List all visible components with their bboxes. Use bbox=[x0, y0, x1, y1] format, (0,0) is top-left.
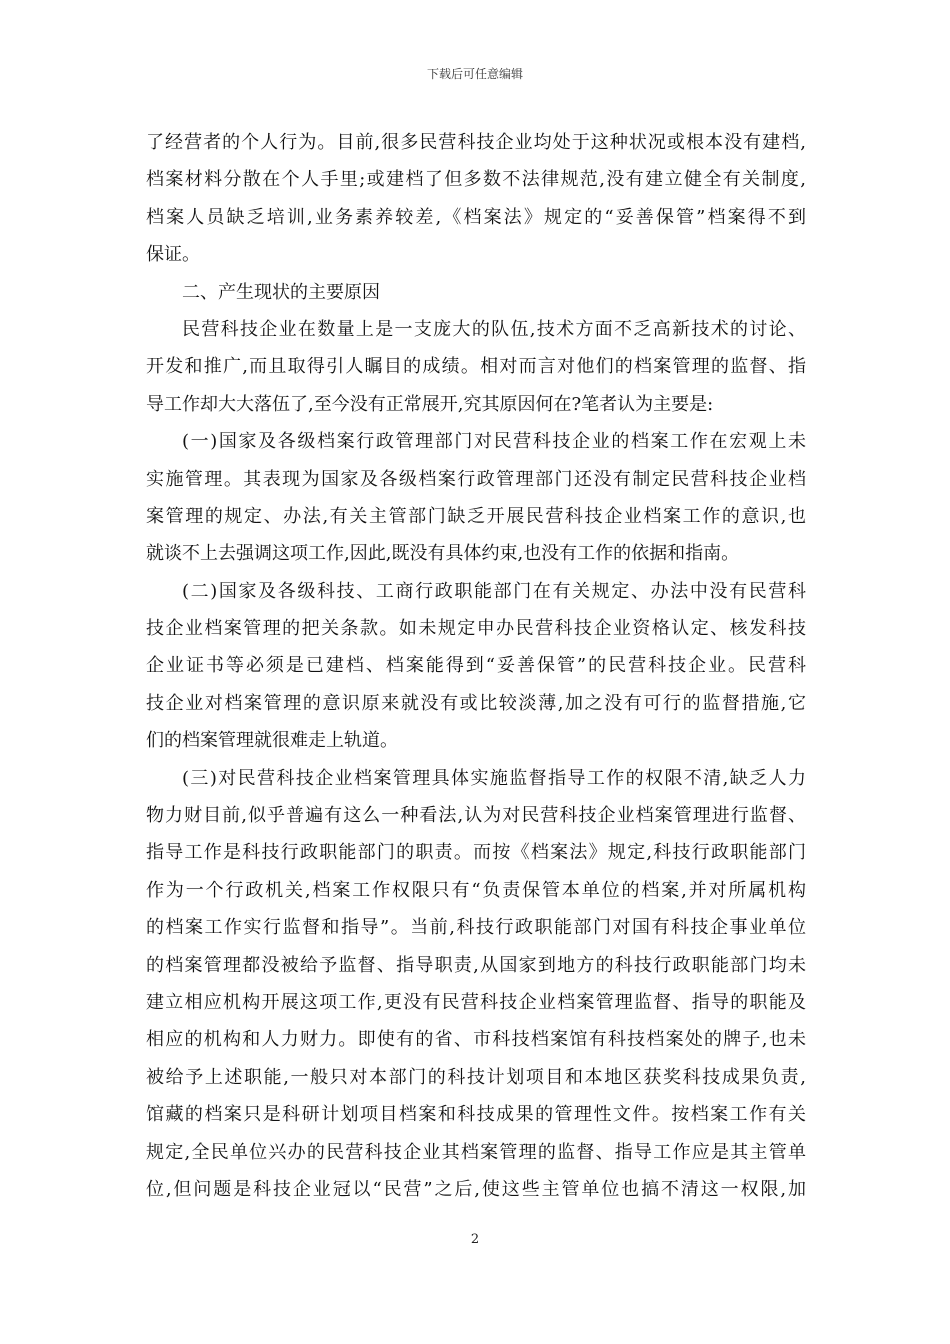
text-line: 民营科技企业在数量上是一支庞大的队伍,技术方面不乏高新技术的讨论、 bbox=[182, 318, 806, 340]
text-line: 保证。 bbox=[146, 244, 200, 266]
text-line: 档案人员缺乏培训,业务素养较差,《档案法》规定的“妥善保管”档案得不到 bbox=[146, 206, 806, 228]
text-line: 被给予上述职能,一般只对本部门的科技计划项目和本地区获奖科技成果负责, bbox=[146, 1066, 806, 1088]
text-line: 作为一个行政机关,档案工作权限只有“负责保管本单位的档案,并对所属机构 bbox=[146, 879, 806, 901]
text-line: 二、产生现状的主要原因 bbox=[182, 281, 380, 303]
text-line: 开发和推广,而且取得引人瞩目的成绩。相对而言对他们的档案管理的监督、指 bbox=[146, 356, 806, 378]
text-line: 物力财目前,似乎普遍有这么一种看法,认为对民营科技企业档案管理进行监督、 bbox=[146, 805, 806, 827]
text-line: 技企业对档案管理的意识原来就没有或比较淡薄,加之没有可行的监督措施,它 bbox=[146, 692, 806, 714]
text-line: 了经营者的个人行为。目前,很多民营科技企业均处于这种状况或根本没有建档, bbox=[146, 132, 806, 153]
text-line: 位,但问题是科技企业冠以“民营”之后,使这些主管单位也搞不清这一权限,加 bbox=[146, 1178, 806, 1200]
text-line: 就谈不上去强调这项工作,因此,既没有具体约束,也没有工作的依据和指南。 bbox=[146, 543, 740, 565]
text-line: 导工作却大大落伍了,至今没有正常展开,究其原因何在?笔者认为主要是: bbox=[146, 393, 714, 415]
text-line: 实施管理。其表现为国家及各级档案行政管理部门还没有制定民营科技企业档 bbox=[146, 468, 806, 490]
text-line: (二)国家及各级科技、工商行政职能部门在有关规定、办法中没有民营科 bbox=[182, 580, 806, 602]
body-text bbox=[146, 124, 806, 1208]
text-line: 馆藏的档案只是科研计划项目档案和科技成果的管理性文件。按档案工作有关 bbox=[146, 1104, 806, 1126]
text-line: 指导工作是科技行政职能部门的职责。而按《档案法》规定,科技行政职能部门 bbox=[146, 842, 806, 864]
text-line: 相应的机构和人力财力。即使有的省、市科技档案馆有科技档案处的牌子,也未 bbox=[146, 1029, 806, 1051]
text-line: (一)国家及各级档案行政管理部门对民营科技企业的档案工作在宏观上未 bbox=[182, 431, 806, 453]
text-line: 技企业档案管理的把关条款。如未规定申办民营科技企业资格认定、核发科技 bbox=[146, 618, 806, 640]
text-line: 企业证书等必须是已建档、档案能得到“妥善保管”的民营科技企业。民营科 bbox=[146, 655, 806, 677]
text-line: 的档案工作实行监督和指导”。当前,科技行政职能部门对国有科技企事业单位 bbox=[146, 917, 806, 939]
text-line: 建立相应机构开展这项工作,更没有民营科技企业档案管理监督、指导的职能及 bbox=[146, 991, 806, 1013]
text-line: 案管理的规定、办法,有关主管部门缺乏开展民营科技企业档案工作的意识,也 bbox=[146, 505, 806, 527]
text-line: 们的档案管理就很难走上轨道。 bbox=[146, 730, 398, 752]
page-number: 2 bbox=[470, 1232, 480, 1247]
page-header: 下载后可任意编辑 bbox=[426, 67, 523, 81]
text-line: (三)对民营科技企业档案管理具体实施监督指导工作的权限不清,缺乏人力 bbox=[182, 767, 806, 789]
text-line: 规定,全民单位兴办的民营科技企业其档案管理的监督、指导工作应是其主管单 bbox=[146, 1141, 806, 1163]
text-line: 的档案管理都没被给予监督、指导职责,从国家到地方的科技行政职能部门均未 bbox=[146, 954, 806, 976]
text-line: 档案材料分散在个人手里;或建档了但多数不法律规范,没有建立健全有关制度, bbox=[146, 169, 806, 191]
